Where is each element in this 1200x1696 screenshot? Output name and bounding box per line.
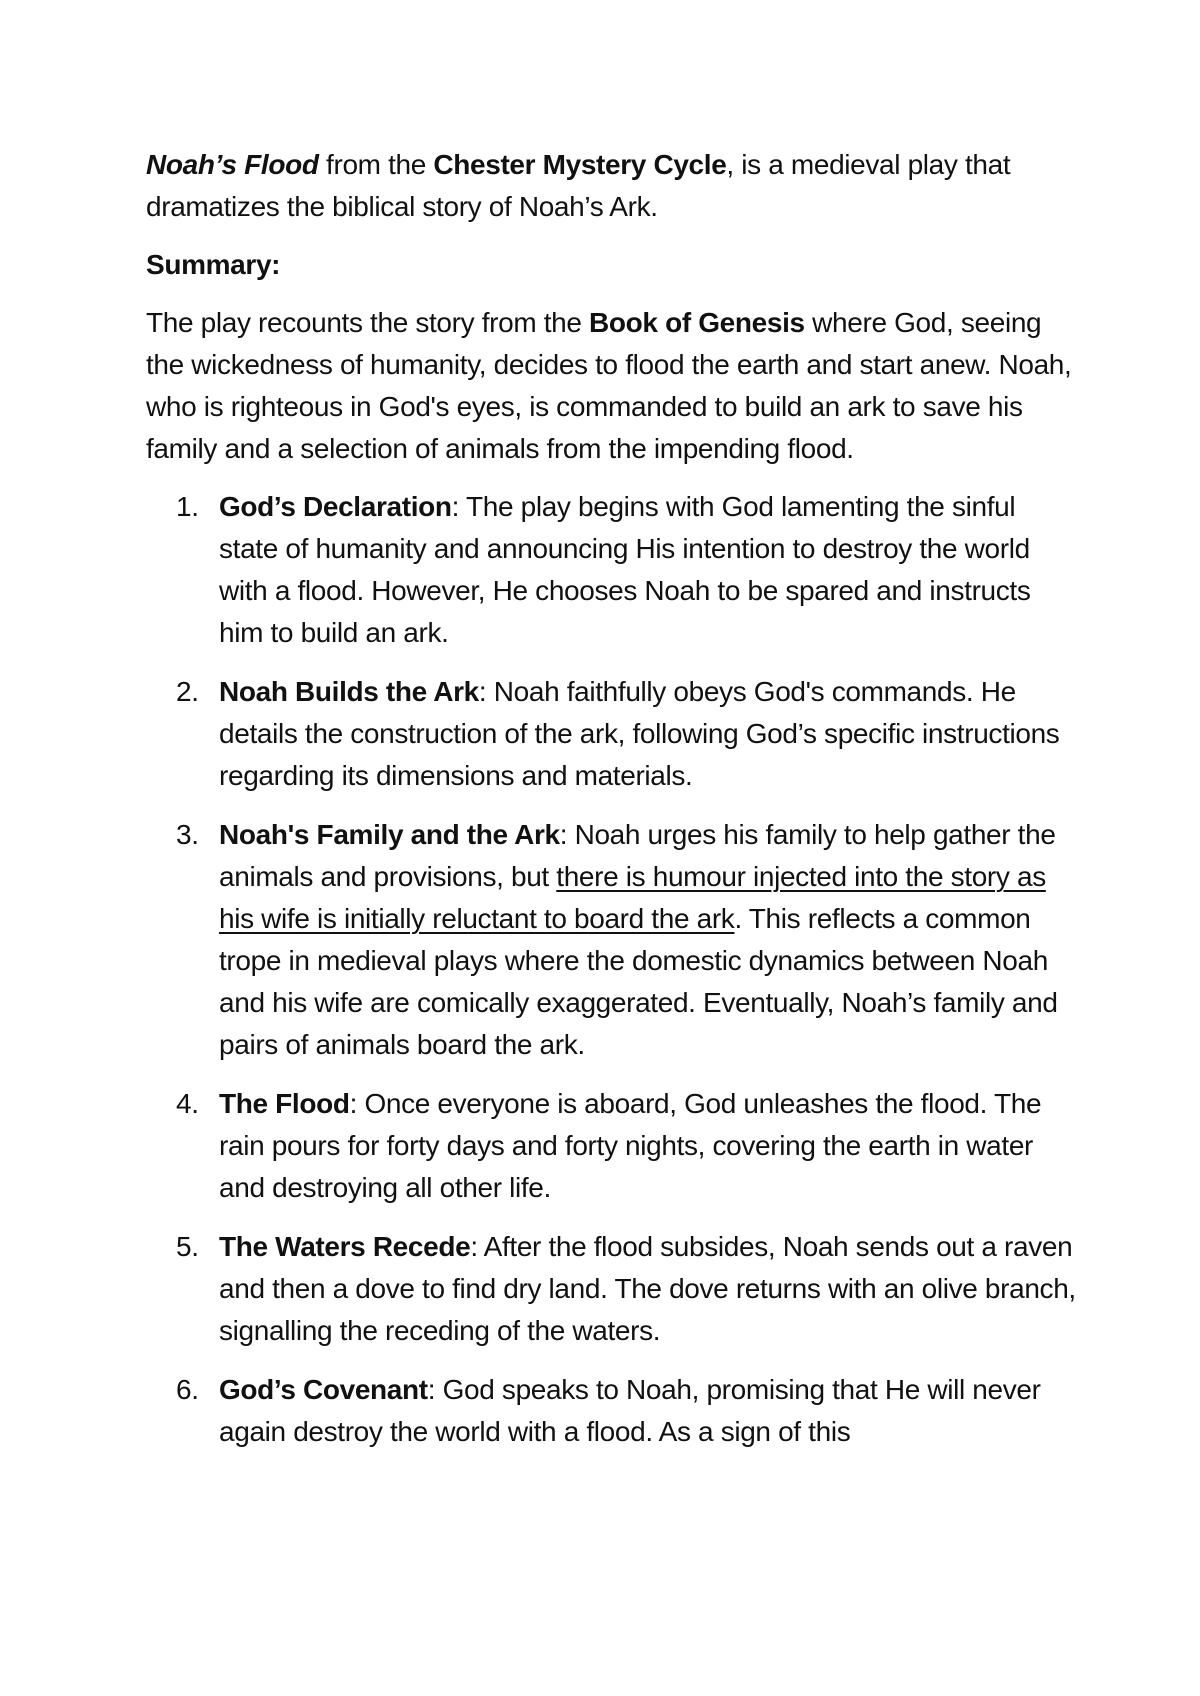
list-number: 4. xyxy=(176,1088,199,1119)
event-title: The Flood xyxy=(219,1088,350,1119)
event-title: God’s Covenant xyxy=(219,1374,428,1405)
list-number: 1. xyxy=(176,491,199,522)
event-title: The Waters Recede xyxy=(219,1231,471,1262)
event-text: : Noah faithfully obeys God's commands. He details the construction of the ark, following God’s specific instructions regarding its dimensions and materials. xyxy=(219,676,1060,791)
summary-heading: Summary: xyxy=(146,249,281,280)
list-item xyxy=(146,1369,1076,1453)
event-title: Noah's Family and the Ark xyxy=(219,819,560,850)
list-number: 2. xyxy=(176,676,199,707)
list-item xyxy=(146,814,1076,1066)
underlined-text: there is humour injected into the story as his wife is initially reluctant to board the ark xyxy=(219,861,1046,934)
intro-paragraph xyxy=(146,144,1076,228)
play-title: Noah’s Flood xyxy=(146,149,319,180)
events-list xyxy=(146,486,1076,1453)
event-text: : God speaks to Noah, promising that He will never again destroy the world with a flood. As a sign of this xyxy=(219,1374,1041,1447)
event-text: : After the flood subsides, Noah sends out a raven and then a dove to find dry land. The dove returns with an olive branch, signalling the receding of the waters. xyxy=(219,1231,1076,1346)
summary-paragraph xyxy=(146,302,1076,470)
event-text-after: . This reflects a common trope in medieval plays where the domestic dynamics between Noah and his wife are comically exaggerated. Eventually, Noah’s family and pairs of animals board the ark. xyxy=(219,903,1058,1060)
event-title: Noah Builds the Ark xyxy=(219,676,479,707)
list-item xyxy=(146,671,1076,797)
cycle-title: Chester Mystery Cycle xyxy=(433,149,727,180)
summary-text-before: The play recounts the story from the xyxy=(146,307,590,338)
summary-text-after: where God, seeing the wickedness of humanity, decides to flood the earth and start anew. Noah, who is righteous in God's eyes, is commanded to build an ark to save his family and a selection of animals from the impending flood. xyxy=(146,307,1072,464)
event-text: : The play begins with God lamenting the sinful state of humanity and announcing His intention to destroy the world with a flood. However, He chooses Noah to be spared and instructs him to build an ark. xyxy=(219,491,1031,648)
list-number: 6. xyxy=(176,1374,199,1405)
event-title: God’s Declaration xyxy=(219,491,452,522)
list-number: 5. xyxy=(176,1231,199,1262)
document-body xyxy=(146,144,1076,1470)
intro-text-from: from the xyxy=(318,149,434,180)
event-text-before: : Noah urges his family to help gather the animals and provisions, but xyxy=(219,819,1056,892)
list-item xyxy=(146,1226,1076,1352)
intro-text-rest: , is a medieval play that dramatizes the biblical story of Noah’s Ark. xyxy=(146,149,1011,222)
list-number: 3. xyxy=(176,819,199,850)
event-text: : Once everyone is aboard, God unleashes the flood. The rain pours for forty days and forty nights, covering the earth in water and destroying all other life. xyxy=(219,1088,1042,1203)
list-item xyxy=(146,486,1076,654)
list-item xyxy=(146,1083,1076,1209)
book-title: Book of Genesis xyxy=(589,307,805,338)
